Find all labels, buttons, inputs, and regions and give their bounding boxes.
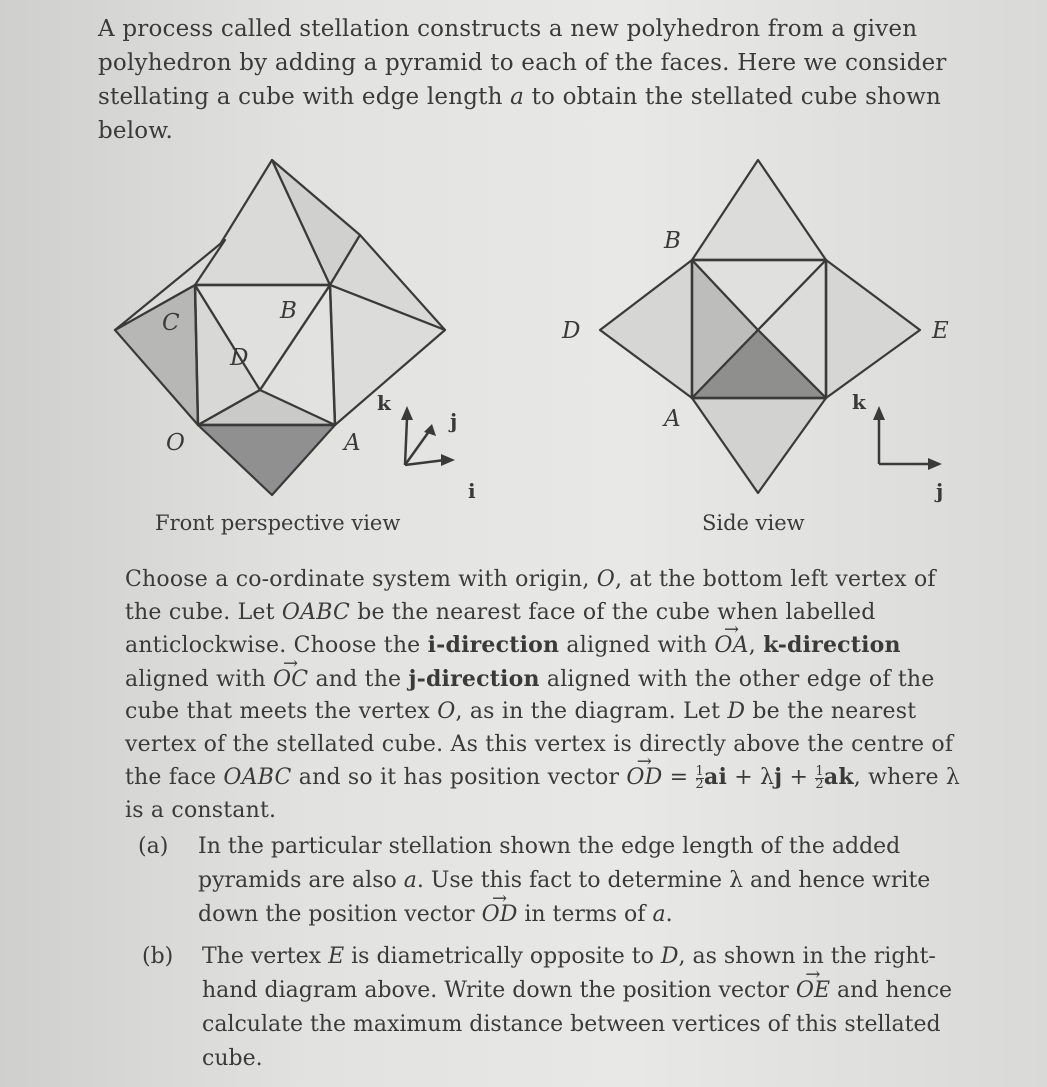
side-right-pyramid	[826, 260, 920, 398]
question-b	[142, 940, 982, 1070]
label-side-E: E	[932, 318, 949, 344]
question-a	[138, 830, 978, 935]
bottom-pyramid-face	[198, 425, 335, 495]
question-a-label: (a)	[138, 834, 169, 859]
axis-front-j: j	[450, 409, 458, 433]
side-left-pyramid	[600, 260, 692, 398]
label-side-B: B	[664, 228, 681, 254]
label-side-D: D	[562, 318, 581, 344]
side-bottom-pyramid	[692, 398, 826, 493]
side-top-pyramid	[692, 160, 826, 260]
caption-side: Side view	[702, 511, 805, 535]
axis-front-k: k	[377, 391, 391, 415]
axis-side-j: j	[936, 479, 944, 503]
front-axes	[401, 406, 458, 466]
label-front-A: A	[344, 430, 361, 456]
intro-paragraph: A process called stellation constructs a new polyhedron from a given polyhedron by adding a pyramid to each of the faces. Here we consider stellating a cube with edge length a to obtain the stellated cube shown below.	[98, 16, 947, 144]
axis-front-i: i	[468, 479, 476, 503]
side-view	[600, 160, 920, 493]
question-b-label: (b)	[142, 944, 174, 969]
side-axes	[873, 406, 942, 470]
label-side-A: A	[664, 406, 681, 432]
label-front-O: O	[166, 430, 185, 456]
axis-side-k: k	[852, 390, 866, 414]
label-front-C: C	[162, 310, 180, 336]
label-front-B: B	[280, 298, 297, 324]
label-front-D: D	[230, 345, 249, 371]
question-b-text: The vertex E is diametrically opposite to D, as shown in the right-hand diagram above. Write down the position vector → OE and hence calculate the maximum distance between vertices of this stellated cube.	[202, 940, 962, 1076]
setup-paragraph: Choose a co-ordinate system with origin, O, at the bottom left vertex of the cube. Let OABC be the nearest face of the cube when labelled anticlockwise. Choose the i-direction aligned with → OA, k-direction aligned with → OC and the j-direction aligned with the other edge of the cube that meets the vertex O, as in the diagram. Let D be the nearest vertex of the stellated cube. As this vertex is directly above the centre of the face OABC and so it has position vector → OD = $\frac{1}{2}$ ai + λj + $\frac{1}{2}$ ak, where λ is a constant.	[125, 564, 965, 827]
question-a-text: In the particular stellation shown the edge length of the added pyramids are also a. Use this fact to determine λ and hence write down the position vector → OD in terms of a.	[198, 830, 958, 932]
caption-front: Front perspective view	[155, 511, 401, 535]
